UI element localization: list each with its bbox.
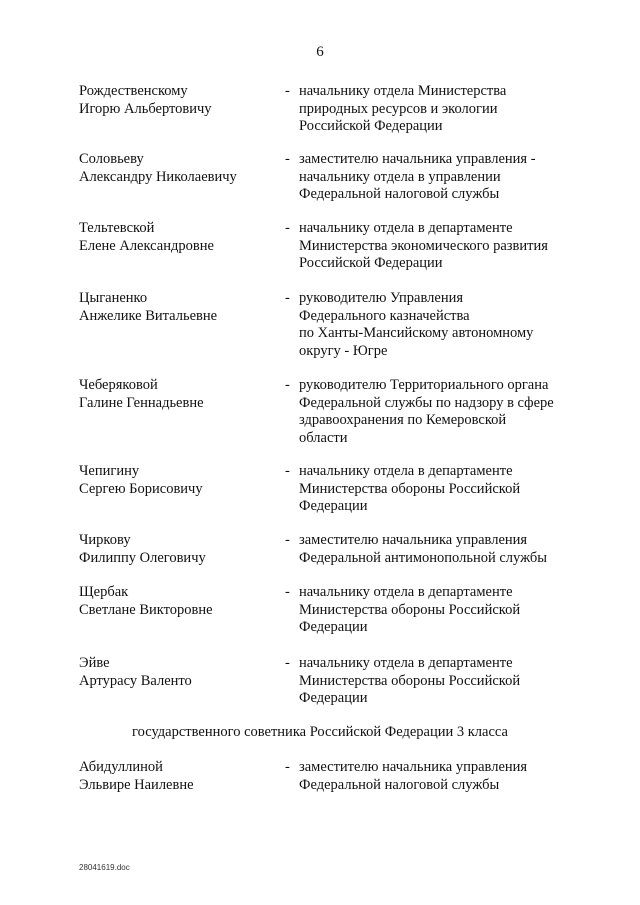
position-line: Российской Федерации bbox=[299, 118, 443, 134]
position-line: Министерства обороны Российской bbox=[299, 480, 521, 497]
position-title bbox=[299, 377, 569, 447]
document-filename: 28041619.doc bbox=[79, 863, 130, 872]
name-line: Чиркову bbox=[79, 532, 131, 548]
position-line: Федеральной антимонопольной службы bbox=[299, 549, 548, 566]
position-line: заместителю начальника управления - bbox=[299, 151, 536, 167]
separator-dash: - bbox=[285, 377, 290, 393]
separator-dash: - bbox=[285, 655, 290, 671]
name-line: Щербак bbox=[79, 584, 129, 600]
position-title bbox=[299, 463, 569, 516]
position-line: Федерации bbox=[299, 690, 368, 706]
position-line: Федерации bbox=[299, 619, 368, 635]
name-line: Артурасу Валенто bbox=[79, 672, 192, 689]
position-line: начальнику отдела в департаменте bbox=[299, 655, 513, 671]
position-line: Министерства обороны Российской bbox=[299, 601, 521, 618]
position-title bbox=[299, 151, 569, 204]
separator-dash: - bbox=[285, 220, 290, 236]
name-line: Александру Николаевичу bbox=[79, 168, 237, 185]
position-title bbox=[299, 83, 569, 136]
position-line: Федеральной налоговой службы bbox=[299, 776, 500, 793]
person-name bbox=[79, 532, 279, 567]
separator-dash: - bbox=[285, 463, 290, 479]
position-line: заместителю начальника управления bbox=[299, 759, 528, 775]
person-name bbox=[79, 655, 279, 690]
name-line: Эльвире Наилевне bbox=[79, 776, 194, 793]
name-line: Сергею Борисовичу bbox=[79, 480, 203, 497]
name-line: Тельтевской bbox=[79, 220, 155, 236]
separator-dash: - bbox=[285, 584, 290, 600]
position-line: руководителю Территориального органа bbox=[299, 377, 549, 393]
person-name bbox=[79, 759, 279, 794]
position-line: Федерального казначейства bbox=[299, 307, 470, 324]
position-line: руководителю Управления bbox=[299, 290, 464, 306]
person-name bbox=[79, 463, 279, 498]
separator-dash: - bbox=[285, 290, 290, 306]
position-title bbox=[299, 759, 569, 794]
person-name bbox=[79, 290, 279, 325]
position-title bbox=[299, 220, 569, 273]
name-line: Анжелике Витальевне bbox=[79, 307, 218, 324]
name-line: Чеберяковой bbox=[79, 377, 158, 393]
position-line: области bbox=[299, 429, 348, 446]
position-line: здравоохранения по Кемеровской bbox=[299, 412, 507, 428]
name-line: Галине Геннадьевне bbox=[79, 394, 204, 411]
position-line: заместителю начальника управления bbox=[299, 532, 528, 548]
separator-dash: - bbox=[285, 151, 290, 167]
name-line: Цыганенко bbox=[79, 290, 148, 306]
rank-section-heading: государственного советника Российской Федерации 3 класса bbox=[132, 724, 508, 740]
person-name bbox=[79, 584, 279, 619]
position-line: Министерства обороны Российской bbox=[299, 672, 521, 689]
name-line: Филиппу Олеговичу bbox=[79, 549, 206, 566]
separator-dash: - bbox=[285, 83, 290, 99]
position-line: по Ханты-Мансийскому автономному bbox=[299, 325, 534, 341]
position-title bbox=[299, 290, 569, 360]
name-line: Чепигину bbox=[79, 463, 140, 479]
separator-dash: - bbox=[285, 759, 290, 775]
name-line: Абидуллиной bbox=[79, 759, 163, 775]
name-line: Светлане Викторовне bbox=[79, 601, 213, 618]
position-title bbox=[299, 655, 569, 708]
name-line: Елене Александровне bbox=[79, 237, 214, 254]
position-title bbox=[299, 532, 569, 567]
position-line: Российской Федерации bbox=[299, 255, 443, 271]
person-name bbox=[79, 151, 279, 186]
position-line: начальнику отдела Министерства bbox=[299, 83, 507, 99]
position-line: начальнику отдела в управлении bbox=[299, 168, 501, 185]
name-line: Соловьеву bbox=[79, 151, 144, 167]
position-line: начальнику отдела в департаменте bbox=[299, 584, 513, 600]
person-name bbox=[79, 377, 279, 412]
position-line: Федеральной налоговой службы bbox=[299, 186, 500, 202]
name-line: Рождественскому bbox=[79, 83, 188, 99]
person-name bbox=[79, 220, 279, 255]
page-number: 6 bbox=[316, 44, 324, 60]
position-line: Министерства экономического развития bbox=[299, 237, 548, 254]
name-line: Эйве bbox=[79, 655, 110, 671]
position-line: Федеральной службы по надзору в сфере bbox=[299, 394, 554, 411]
name-line: Игорю Альбертовичу bbox=[79, 100, 212, 117]
separator-dash: - bbox=[285, 532, 290, 548]
position-line: округу - Югре bbox=[299, 342, 388, 359]
position-line: начальнику отдела в департаменте bbox=[299, 220, 513, 236]
position-line: Федерации bbox=[299, 498, 368, 514]
position-line: природных ресурсов и экологии bbox=[299, 100, 498, 117]
position-line: начальнику отдела в департаменте bbox=[299, 463, 513, 479]
position-title bbox=[299, 584, 569, 637]
person-name bbox=[79, 83, 279, 118]
